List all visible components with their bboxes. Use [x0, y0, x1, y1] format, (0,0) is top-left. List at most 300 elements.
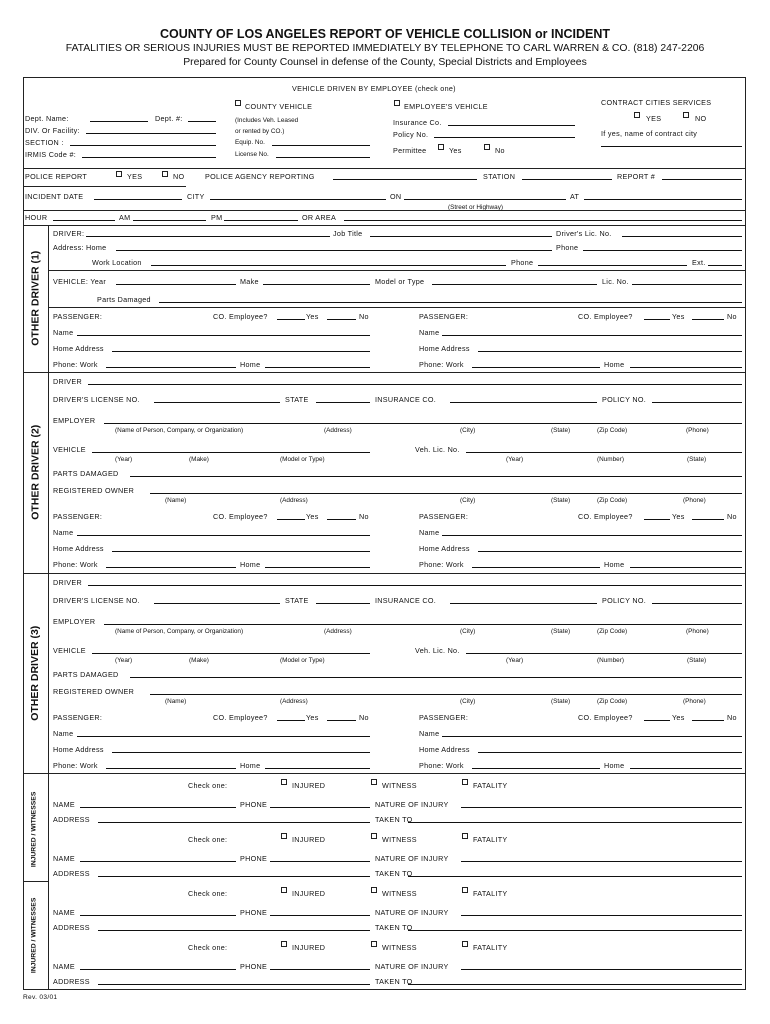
contract-yes-checkbox[interactable] [634, 112, 640, 118]
field-label: If yes, name of contract city [601, 129, 698, 138]
input-line[interactable] [112, 752, 370, 753]
side-label-driver-2: OTHER DRIVER (2) [28, 424, 41, 521]
agency-line[interactable] [333, 179, 477, 180]
input-line[interactable] [270, 915, 370, 916]
field-label: Yes [672, 512, 685, 521]
field-label: Check one: [188, 835, 228, 844]
input-line[interactable] [622, 236, 742, 237]
input-line[interactable] [630, 367, 742, 368]
field-label: Yes [672, 713, 685, 722]
city-line[interactable] [210, 199, 386, 200]
permittee-yes-checkbox[interactable] [438, 144, 444, 150]
field-label: Ext. [692, 258, 706, 267]
field-label: Home Address [53, 344, 104, 353]
input-line[interactable] [316, 402, 370, 403]
insurance-line[interactable] [448, 125, 575, 126]
at-line[interactable] [584, 199, 742, 200]
field-label: Dept. #: [155, 114, 183, 123]
contract-city-line[interactable] [601, 146, 742, 147]
input-line[interactable] [98, 984, 370, 985]
field-label: FATALITY [473, 889, 508, 898]
field-label: Phone [556, 243, 579, 252]
date-line[interactable] [94, 199, 182, 200]
field-label: Home Address [419, 544, 470, 553]
input-line[interactable] [472, 768, 600, 769]
field-label: EMPLOYEE'S VEHICLE [404, 102, 488, 111]
field-label: EMPLOYER [53, 617, 96, 626]
input-line[interactable] [277, 319, 305, 320]
field-label: No [727, 713, 737, 722]
field-label: COUNTY VEHICLE [245, 102, 313, 111]
field-label: Phone: Work [53, 360, 98, 369]
field-label: Name [53, 729, 74, 738]
field-label: ADDRESS [53, 923, 90, 932]
field-label: TAKEN TO [375, 977, 413, 986]
witness-checkbox[interactable] [371, 833, 377, 839]
row-divider [48, 270, 746, 271]
field-label: Driver's Lic. No. [556, 229, 612, 238]
field-label: PHONE [240, 962, 268, 971]
field-label: Name [53, 528, 74, 537]
license-line[interactable] [276, 157, 370, 158]
field-label: WITNESS [382, 943, 417, 952]
field-label: Phone: Work [419, 560, 464, 569]
column-divider [48, 372, 49, 573]
column-divider [48, 225, 49, 372]
area-line[interactable] [344, 220, 742, 221]
station-line[interactable] [522, 179, 612, 180]
input-line[interactable] [472, 367, 600, 368]
field-label: Make [240, 277, 259, 286]
fatality-checkbox[interactable] [462, 833, 468, 839]
policy-line[interactable] [434, 137, 575, 138]
field-label: Phone: Work [53, 560, 98, 569]
row-divider [23, 186, 186, 187]
field-label: Name [419, 729, 440, 738]
field-label: ADDRESS [53, 869, 90, 878]
field-label: Insurance Co. [393, 118, 442, 127]
input-line[interactable] [408, 930, 742, 931]
fatality-checkbox[interactable] [462, 779, 468, 785]
field-label: Name [53, 328, 74, 337]
field-label: WITNESS [382, 781, 417, 790]
input-line[interactable] [116, 284, 236, 285]
field-label: Yes [306, 512, 319, 521]
field-label: CO. Employee? [578, 713, 633, 722]
report-line[interactable] [662, 179, 742, 180]
field-label: Yes [449, 146, 462, 155]
field-label: AM [119, 213, 131, 222]
field-label: POLICE REPORT [25, 172, 88, 181]
field-label: INSURANCE CO. [375, 596, 437, 605]
field-label: Home Address [53, 745, 104, 754]
field-label: (Name of Person, Company, or Organization) [115, 628, 244, 635]
input-line[interactable] [92, 653, 370, 654]
field-label: (Phone) [686, 427, 709, 434]
input-line[interactable] [632, 284, 742, 285]
field-label: PARTS DAMAGED [53, 670, 119, 679]
field-label: WITNESS [382, 889, 417, 898]
field-label: Check one: [188, 889, 228, 898]
field-label: (Zip Code) [597, 427, 628, 434]
input-line[interactable] [80, 969, 236, 970]
field-label: PHONE [240, 908, 268, 917]
field-label: (Number) [597, 657, 624, 664]
field-label: INJURED [292, 781, 326, 790]
field-label: POLICE AGENCY REPORTING [205, 172, 315, 181]
input-line[interactable] [692, 720, 724, 721]
input-line[interactable] [630, 768, 742, 769]
section-line[interactable] [70, 145, 216, 146]
input-line[interactable] [154, 402, 280, 403]
field-label: Phone: Work [419, 761, 464, 770]
field-label: PASSENGER: [419, 312, 469, 321]
am-line[interactable] [133, 220, 206, 221]
input-line[interactable] [583, 250, 742, 251]
input-line[interactable] [263, 284, 370, 285]
input-line[interactable] [265, 567, 370, 568]
input-line[interactable] [88, 585, 742, 586]
input-line[interactable] [98, 930, 370, 931]
field-label: Job Title [333, 229, 363, 238]
field-label: Home Address [53, 544, 104, 553]
field-label: POLICY NO. [602, 596, 647, 605]
input-line[interactable] [692, 519, 724, 520]
input-line[interactable] [86, 236, 330, 237]
field-label: VEHICLE [53, 646, 86, 655]
input-line[interactable] [466, 653, 742, 654]
field-label: Home [604, 560, 625, 569]
input-line[interactable] [150, 694, 742, 695]
input-line[interactable] [277, 519, 305, 520]
field-label: CO. Employee? [578, 312, 633, 321]
field-label: CO. Employee? [213, 512, 268, 521]
field-label: PASSENGER: [53, 713, 103, 722]
input-line[interactable] [77, 335, 370, 336]
field-label: (Name) [165, 497, 187, 504]
input-line[interactable] [270, 861, 370, 862]
input-line[interactable] [442, 736, 742, 737]
field-label: No [495, 146, 505, 155]
input-line[interactable] [106, 567, 236, 568]
field-label: (Zip Code) [597, 698, 628, 705]
input-line[interactable] [104, 423, 742, 424]
input-line[interactable] [316, 603, 370, 604]
input-line[interactable] [450, 603, 597, 604]
field-label: Phone: Work [419, 360, 464, 369]
county-vehicle-checkbox[interactable] [235, 100, 241, 106]
field-label: DRIVER'S LICENSE NO. [53, 596, 140, 605]
input-line[interactable] [644, 720, 670, 721]
field-label: PHONE [240, 800, 268, 809]
field-label: Model or Type [375, 277, 425, 286]
field-label: Parts Damaged [97, 295, 151, 304]
field-label: Home [604, 360, 625, 369]
input-line[interactable] [92, 452, 370, 453]
field-label: AT [570, 192, 580, 201]
field-label: (Street or Highway) [448, 204, 504, 211]
field-label: YES [127, 172, 143, 181]
field-label: ADDRESS [53, 815, 90, 824]
field-label: Check one: [188, 943, 228, 952]
input-line[interactable] [461, 969, 742, 970]
dept-name-line[interactable] [90, 121, 148, 122]
field-label: Permittee [393, 146, 427, 155]
input-line[interactable] [461, 915, 742, 916]
field-label: POLICY NO. [602, 395, 647, 404]
field-label: CONTRACT CITIES SERVICES [601, 98, 712, 107]
field-label: (State) [687, 456, 707, 463]
field-label: (Make) [189, 657, 209, 664]
column-divider [48, 573, 49, 773]
field-label: STATE [285, 395, 309, 404]
input-line[interactable] [104, 624, 742, 625]
witness-checkbox[interactable] [371, 941, 377, 947]
input-line[interactable] [112, 551, 370, 552]
input-line[interactable] [692, 319, 724, 320]
field-label: (Make) [189, 456, 209, 463]
input-line[interactable] [461, 861, 742, 862]
input-line[interactable] [150, 493, 742, 494]
field-label: Phone: Work [53, 761, 98, 770]
input-line[interactable] [116, 250, 552, 251]
field-label: (Zip Code) [597, 628, 628, 635]
input-line[interactable] [327, 519, 356, 520]
field-label: Home [604, 761, 625, 770]
row-divider [48, 307, 746, 308]
field-label: FATALITY [473, 835, 508, 844]
witness-checkbox[interactable] [371, 887, 377, 893]
input-line[interactable] [130, 476, 742, 477]
field-label: DRIVER: [53, 229, 85, 238]
employee-vehicle-checkbox[interactable] [394, 100, 400, 106]
field-label: VEHICLE [53, 445, 86, 454]
field-label: PASSENGER: [53, 512, 103, 521]
pm-line[interactable] [224, 220, 298, 221]
input-line[interactable] [442, 535, 742, 536]
field-label: REGISTERED OWNER [53, 687, 135, 696]
input-line[interactable] [80, 807, 236, 808]
field-label: (Year) [115, 657, 133, 664]
input-line[interactable] [442, 335, 742, 336]
field-label: Yes [306, 713, 319, 722]
field-label: Veh. Lic. No. [415, 445, 460, 454]
field-label: NAME [53, 800, 75, 809]
input-line[interactable] [151, 265, 506, 266]
field-label: Lic. No. [602, 277, 629, 286]
police-no-checkbox[interactable] [162, 171, 168, 177]
field-label: Veh. Lic. No. [415, 646, 460, 655]
field-label: Name [419, 328, 440, 337]
dept-no-line[interactable] [188, 121, 216, 122]
field-label: PHONE [240, 854, 268, 863]
section-heading: VEHICLE DRIVEN BY EMPLOYEE (check one) [292, 84, 456, 93]
field-label: WITNESS [382, 835, 417, 844]
input-line[interactable] [478, 551, 742, 552]
input-line[interactable] [370, 236, 552, 237]
input-line[interactable] [265, 768, 370, 769]
field-label: Work Location [92, 258, 142, 267]
input-line[interactable] [630, 567, 742, 568]
input-line[interactable] [159, 302, 742, 303]
field-label: PM [211, 213, 223, 222]
input-line[interactable] [644, 319, 670, 320]
on-line[interactable] [404, 199, 566, 200]
input-line[interactable] [154, 603, 280, 604]
field-label: INJURED [292, 889, 326, 898]
field-label: STATE [285, 596, 309, 605]
field-label: Name [419, 528, 440, 537]
field-label: (Phone) [683, 497, 706, 504]
field-label: (Address) [324, 628, 352, 635]
input-line[interactable] [466, 452, 742, 453]
div-line[interactable] [86, 133, 216, 134]
side-label-driver-1: OTHER DRIVER (1) [28, 250, 41, 346]
field-label: Equip. No. [235, 139, 265, 146]
field-label: (State) [551, 698, 571, 705]
field-label: (Phone) [683, 698, 706, 705]
field-label: Home Address [419, 745, 470, 754]
input-line[interactable] [432, 284, 597, 285]
input-line[interactable] [265, 367, 370, 368]
field-label: CITY [187, 192, 205, 201]
row-divider [23, 225, 746, 226]
input-line[interactable] [77, 535, 370, 536]
fatality-checkbox[interactable] [462, 941, 468, 947]
field-label: Home [240, 761, 261, 770]
field-label: (Model or Type) [280, 456, 325, 463]
input-line[interactable] [408, 984, 742, 985]
field-label: VEHICLE: Year [53, 277, 107, 286]
field-label: NO [695, 114, 707, 123]
field-label: (Includes Veh. Leased [235, 117, 299, 124]
injured-checkbox[interactable] [281, 887, 287, 893]
field-label: (Name) [165, 698, 187, 705]
input-line[interactable] [652, 603, 742, 604]
field-label: ON [390, 192, 402, 201]
field-label: TAKEN TO [375, 815, 413, 824]
input-line[interactable] [80, 915, 236, 916]
form-subtitle: FATALITIES OR SERIOUS INJURIES MUST BE REPORTED IMMEDIATELY BY TELEPHONE TO CARL WARREN & CO. (818) 247-2206 [65, 43, 705, 54]
field-label: (State) [687, 657, 707, 664]
field-label: Yes [672, 312, 685, 321]
input-line[interactable] [98, 822, 370, 823]
field-label: (Number) [597, 456, 624, 463]
field-label: (Address) [280, 698, 308, 705]
field-label: Address: Home [53, 243, 107, 252]
equip-line[interactable] [272, 145, 370, 146]
field-label: HOUR [25, 213, 48, 222]
input-line[interactable] [98, 876, 370, 877]
field-label: (Year) [506, 657, 524, 664]
field-label: No [727, 512, 737, 521]
witness-checkbox[interactable] [371, 779, 377, 785]
row-divider [23, 573, 746, 574]
contract-no-checkbox[interactable] [683, 112, 689, 118]
input-line[interactable] [478, 752, 742, 753]
field-label: STATION [483, 172, 516, 181]
input-line[interactable] [130, 677, 742, 678]
input-line[interactable] [270, 969, 370, 970]
field-label: INJURED [292, 835, 326, 844]
input-line[interactable] [88, 384, 742, 385]
field-label: (Address) [280, 497, 308, 504]
input-line[interactable] [277, 720, 305, 721]
field-label: SECTION : [25, 138, 64, 147]
field-label: CO. Employee? [213, 713, 268, 722]
field-label: No [359, 512, 369, 521]
injured-checkbox[interactable] [281, 779, 287, 785]
side-label-driver-3: OTHER DRIVER (3) [28, 625, 41, 721]
fatality-checkbox[interactable] [462, 887, 468, 893]
field-label: YES [646, 114, 662, 123]
row-divider [23, 372, 746, 373]
input-line[interactable] [80, 861, 236, 862]
field-label: (Year) [506, 456, 524, 463]
field-label: DRIVER [53, 578, 82, 587]
field-label: FATALITY [473, 943, 508, 952]
input-line[interactable] [408, 876, 742, 877]
field-label: (Model or Type) [280, 657, 325, 664]
hour-line[interactable] [53, 220, 115, 221]
permittee-no-checkbox[interactable] [484, 144, 490, 150]
field-label: No [727, 312, 737, 321]
field-label: DRIVER'S LICENSE NO. [53, 395, 140, 404]
input-line[interactable] [270, 807, 370, 808]
field-label: TAKEN TO [375, 869, 413, 878]
field-label: Policy No. [393, 130, 429, 139]
input-line[interactable] [708, 265, 742, 266]
irmis-line[interactable] [82, 157, 216, 158]
field-label: REPORT # [617, 172, 656, 181]
input-line[interactable] [112, 351, 370, 352]
form-prepared: Prepared for County Counsel in defense of the County, Special Districts and Employees [183, 57, 587, 68]
input-line[interactable] [106, 768, 236, 769]
input-line[interactable] [644, 519, 670, 520]
field-label: FATALITY [473, 781, 508, 790]
input-line[interactable] [450, 402, 597, 403]
input-line[interactable] [478, 351, 742, 352]
field-label: (Name of Person, Company, or Organization) [115, 427, 244, 434]
input-line[interactable] [461, 807, 742, 808]
field-label: (City) [460, 497, 476, 504]
side-label-witnesses-2: INJURED / WITNESSES [30, 897, 38, 973]
police-yes-checkbox[interactable] [116, 171, 122, 177]
field-label: DIV. Or Facility: [25, 126, 80, 135]
input-line[interactable] [106, 367, 236, 368]
input-line[interactable] [538, 265, 687, 266]
injured-checkbox[interactable] [281, 941, 287, 947]
field-label: PASSENGER: [419, 512, 469, 521]
field-label: NAME [53, 908, 75, 917]
row-divider [23, 210, 746, 211]
field-label: IRMIS Code #: [25, 150, 77, 159]
input-line[interactable] [408, 822, 742, 823]
input-line[interactable] [652, 402, 742, 403]
field-label: Home [240, 360, 261, 369]
input-line[interactable] [327, 319, 356, 320]
input-line[interactable] [77, 736, 370, 737]
injured-checkbox[interactable] [281, 833, 287, 839]
field-label: NATURE OF INJURY [375, 908, 449, 917]
input-line[interactable] [327, 720, 356, 721]
field-label: (City) [460, 427, 476, 434]
field-label: NATURE OF INJURY [375, 800, 449, 809]
field-label: NAME [53, 962, 75, 971]
column-divider [48, 773, 49, 990]
input-line[interactable] [472, 567, 600, 568]
field-label: CO. Employee? [213, 312, 268, 321]
